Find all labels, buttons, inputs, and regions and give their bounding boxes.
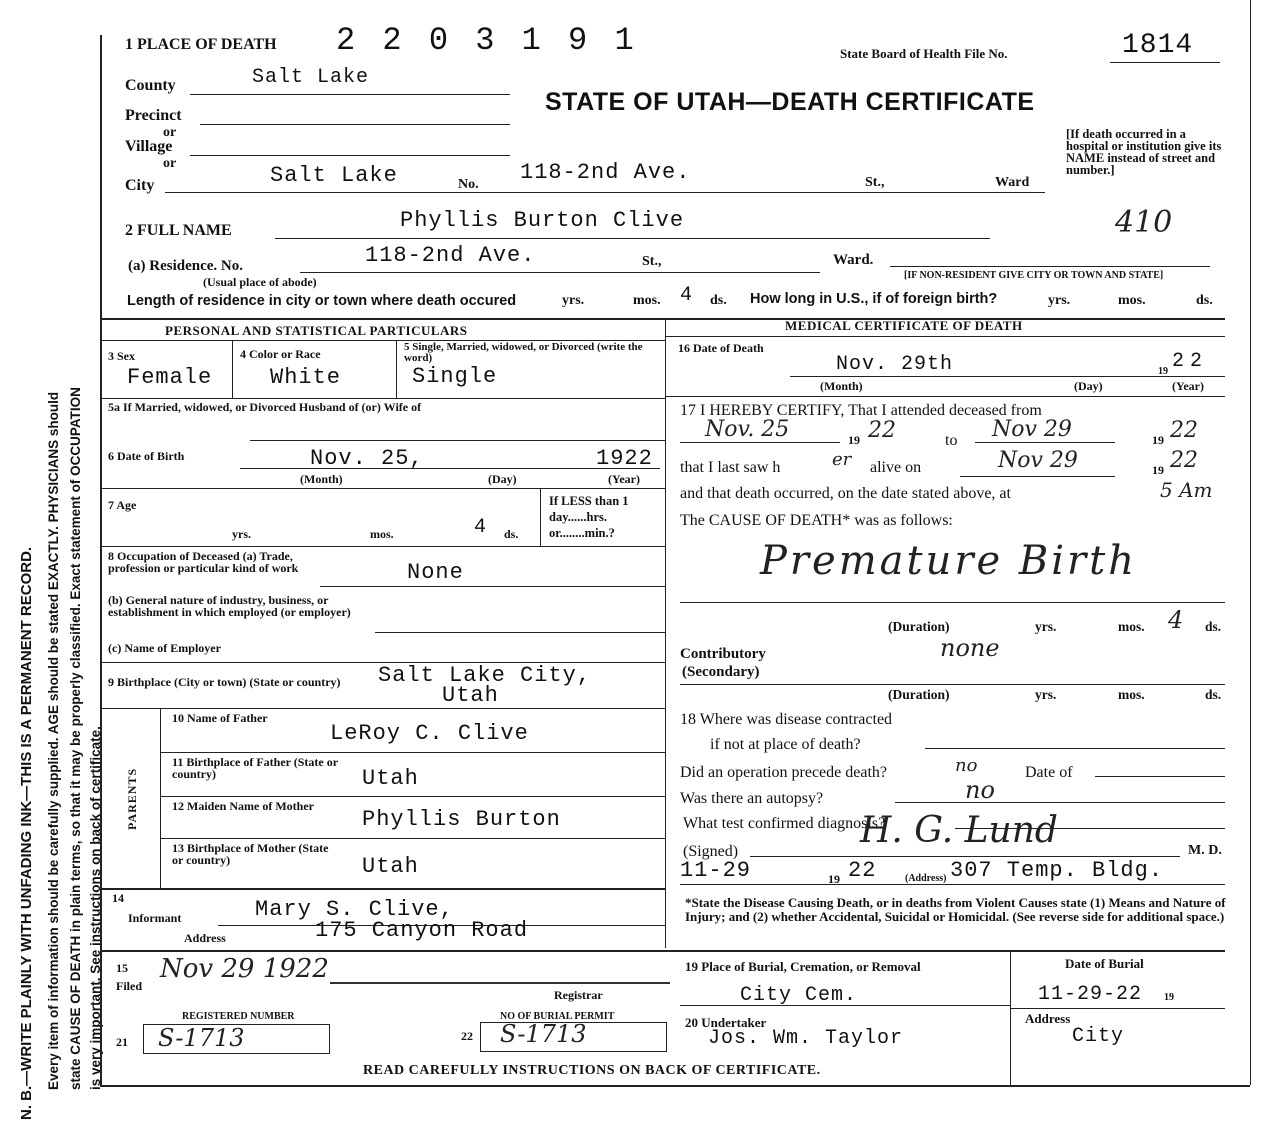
footer-instructions: READ CAREFULLY INSTRUCTIONS ON BACK OF CERTIFICATE. — [363, 1063, 821, 1078]
instructions-sidebar — [10, 30, 103, 1120]
father-birthplace: Utah — [362, 766, 419, 791]
death-date: Nov. 29th — [836, 353, 954, 376]
contributory-value: none — [940, 634, 1000, 662]
occupation-label: 8 Occupation of Deceased (a) Trade, profession or particular kind of work — [108, 549, 299, 575]
certificate-title: STATE OF UTAH—DEATH CERTIFICATE — [545, 88, 1035, 116]
right-border — [1250, 0, 1251, 1085]
last-seen-date: Nov 29 — [998, 448, 1078, 473]
stamp-number: 2 2 0 3 1 9 1 — [336, 22, 638, 59]
place-of-death-label: 1 PLACE OF DEATH — [125, 36, 277, 53]
burial-permit-number: S-1713 — [500, 1020, 587, 1048]
foreign-birth-label: How long in U.S., if of foreign birth? — [750, 291, 998, 307]
left-border — [100, 35, 102, 1085]
bottom-border — [100, 1085, 1250, 1087]
attended-from: Nov. 25 — [705, 417, 790, 442]
birthplace-label: 9 Birthplace (City or town) (State or country) — [108, 675, 341, 689]
sex-value: Female — [127, 365, 213, 390]
signed-date: 11-29 — [680, 858, 752, 883]
sidebar-line-2: Every item of information should be carefully supplied. AGE should be stated EXACTLY. PHYSICIANS should — [46, 391, 61, 1090]
autopsy-value: no — [965, 776, 995, 804]
operation-value: no — [955, 755, 978, 776]
column-divider — [665, 318, 666, 948]
parents-label: PARENTS — [125, 767, 139, 830]
personal-section-header: PERSONAL AND STATISTICAL PARTICULARS — [165, 323, 468, 338]
county-label: County — [125, 77, 176, 94]
nonresident-note: [IF NON-RESIDENT GIVE CITY OR TOWN AND STATE] — [904, 270, 1164, 281]
physician-signature: H. G. Lund — [860, 810, 1058, 851]
length-residence-label: Length of residence in city or town where death occured — [127, 293, 517, 309]
birthplace-city: Salt Lake City, — [378, 663, 592, 688]
residence-value: 118-2nd Ave. — [365, 243, 536, 268]
full-name-value: Phyllis Burton Clive — [400, 208, 685, 233]
employer-label: (c) Name of Employer — [108, 641, 221, 655]
burial-date: 11-29-22 — [1038, 983, 1143, 1006]
sidebar-line-4: is very important. See instructions on back of certificate. — [88, 726, 103, 1090]
file-label: State Board of Health File No. — [840, 46, 1008, 61]
dob-year: 1922 — [596, 446, 653, 471]
death-time: 5 Am — [1160, 478, 1213, 502]
marital-value: Single — [412, 364, 498, 389]
cause-label: The CAUSE OF DEATH* was as follows: — [680, 512, 953, 529]
file-number: 1814 — [1122, 30, 1194, 61]
spouse-label: 5a If Married, widowed, or Divorced Husband of (or) Wife of — [108, 400, 422, 414]
sidebar-line-3: state CAUSE OF DEATH in plain terms, so that it may be properly classified. Exact statement of OCCUPATION — [68, 387, 83, 1090]
precinct-label: Precinct — [125, 107, 182, 124]
certify-text: 17 I HEREBY CERTIFY, That I attended deceased from — [680, 402, 1042, 419]
filed-date: Nov 29 1922 — [160, 954, 329, 984]
birthplace-state: Utah — [442, 683, 499, 708]
sidebar-line-1: N. B.—WRITE PLAINLY WITH UNFADING INK—THIS IS A PERMANENT RECORD. — [18, 546, 35, 1120]
street-value: 118-2nd Ave. — [520, 160, 691, 185]
no-label: No. — [458, 177, 479, 192]
abode-note: (Usual place of abode) — [203, 275, 317, 289]
registrar-signature — [330, 958, 670, 984]
contributory-label: Contributory — [680, 646, 766, 662]
undertaker-address: City — [1072, 1025, 1125, 1048]
signed-year: 22 — [848, 858, 877, 883]
mother-value: Phyllis Burton — [362, 807, 561, 832]
medical-section-header: MEDICAL CERTIFICATE OF DEATH — [785, 318, 1023, 333]
informant-address: 175 Canyon Road — [315, 918, 529, 943]
cause-instructions-note: *State the Disease Causing Death, or in deaths from Violent Causes state (1) Means and Nature of Injury; and (2) whether Accidental, Suicidal or Homicidal. (See reverse side for additional space.) — [685, 895, 1226, 924]
informant-value: Mary S. Clive, — [255, 897, 454, 922]
village-label: Village — [125, 138, 173, 155]
full-name-label: 2 FULL NAME — [125, 222, 232, 239]
death-year: 22 — [1172, 350, 1209, 373]
father-value: LeRoy C. Clive — [330, 721, 529, 746]
attended-to: Nov 29 — [992, 417, 1072, 442]
physician-address: 307 Temp. Bldg. — [950, 858, 1164, 883]
age-days: 4 — [474, 516, 488, 539]
undertaker-name: Jos. Wm. Taylor — [708, 1027, 904, 1050]
dob-value: Nov. 25, — [310, 446, 424, 471]
handwritten-number: 410 — [1115, 205, 1173, 240]
city-value: Salt Lake — [270, 163, 398, 188]
county-value: Salt Lake — [252, 66, 370, 89]
registered-number: S-1713 — [158, 1024, 245, 1052]
residence-label: (a) Residence. No. — [128, 258, 243, 274]
cause-duration-days: 4 — [1168, 606, 1184, 634]
occupation-value: None — [407, 560, 464, 585]
burial-place: City Cem. — [740, 984, 858, 1007]
mother-birthplace: Utah — [362, 854, 419, 879]
city-label: City — [125, 177, 155, 194]
cause-of-death: Premature Birth — [760, 538, 1137, 584]
less-than-day-label: If LESS than 1 day......hrs. or........min.? — [549, 494, 629, 540]
hospital-note: [If death occurred in a hospital or institution give its NAME instead of street and number.] — [1066, 127, 1222, 177]
residence-days: 4 — [680, 284, 694, 307]
industry-label: (b) General nature of industry, business, or establishment in which employed (or employer) — [108, 593, 351, 619]
race-value: White — [270, 365, 342, 390]
